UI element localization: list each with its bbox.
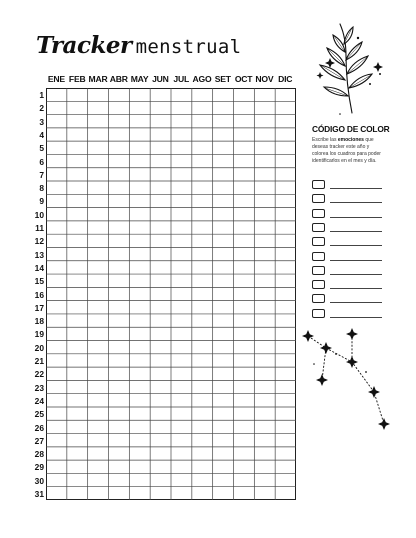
legend-color-box[interactable] bbox=[312, 194, 325, 203]
month-label: MAY bbox=[130, 74, 149, 84]
day-label: 25 bbox=[34, 409, 44, 420]
month-label: JUL bbox=[173, 74, 190, 84]
legend-description: Escribe las emociones que deseas tracker este año y colorea los cuadros para poder identificarlos en el mes y día. bbox=[312, 137, 381, 164]
day-label: 28 bbox=[34, 449, 44, 460]
tracker-grid[interactable] bbox=[46, 88, 296, 500]
month-label: OCT bbox=[234, 74, 253, 84]
day-label: 19 bbox=[34, 329, 44, 340]
legend-row[interactable] bbox=[312, 252, 384, 262]
month-label: FEB bbox=[68, 74, 86, 84]
legend-row[interactable] bbox=[312, 194, 384, 204]
day-label: 9 bbox=[39, 196, 44, 207]
color-code-legend bbox=[312, 124, 392, 165]
month-header-row bbox=[46, 74, 296, 88]
day-label: 3 bbox=[39, 116, 44, 127]
day-label: 6 bbox=[39, 156, 44, 167]
day-label: 23 bbox=[34, 382, 44, 393]
day-label: 11 bbox=[35, 223, 44, 233]
legend-write-line[interactable] bbox=[330, 302, 382, 303]
month-label: SET bbox=[214, 74, 231, 84]
legend-row[interactable] bbox=[312, 180, 384, 190]
page-title bbox=[36, 32, 241, 68]
legend-color-box[interactable] bbox=[312, 266, 325, 275]
legend-write-line[interactable] bbox=[330, 202, 382, 203]
day-label: 22 bbox=[34, 369, 44, 380]
legend-row[interactable] bbox=[312, 209, 384, 219]
day-label: 8 bbox=[39, 183, 44, 194]
day-label: 4 bbox=[39, 129, 44, 140]
day-label: 31 bbox=[34, 489, 44, 499]
legend-row[interactable] bbox=[312, 223, 384, 233]
legend-row[interactable] bbox=[312, 294, 384, 304]
day-label: 5 bbox=[39, 143, 44, 154]
legend-row[interactable] bbox=[312, 280, 384, 290]
legend-color-box[interactable] bbox=[312, 180, 325, 189]
legend-write-line[interactable] bbox=[330, 188, 382, 189]
month-label: MAR bbox=[88, 74, 108, 84]
month-label: NOV bbox=[255, 74, 274, 84]
month-label: AGO bbox=[192, 74, 212, 84]
month-label: DIC bbox=[278, 74, 293, 84]
day-label: 17 bbox=[34, 302, 44, 313]
title-bold: Tracker bbox=[36, 32, 132, 59]
legend-write-line[interactable] bbox=[330, 288, 382, 289]
olive-branch-icon bbox=[300, 18, 390, 114]
month-label: ENE bbox=[47, 74, 65, 84]
month-label: ABR bbox=[109, 74, 128, 84]
legend-write-line[interactable] bbox=[330, 260, 382, 261]
day-label: 30 bbox=[34, 475, 44, 486]
legend-title: CÓDIGO DE COLOR bbox=[312, 124, 390, 134]
legend-row[interactable] bbox=[312, 237, 384, 247]
legend-color-box[interactable] bbox=[312, 294, 325, 303]
legend-color-box[interactable] bbox=[312, 237, 325, 246]
month-label: JUN bbox=[152, 74, 169, 84]
legend-color-box[interactable] bbox=[312, 209, 325, 218]
day-label: 7 bbox=[39, 169, 44, 180]
day-label: 2 bbox=[39, 103, 44, 114]
title-light: menstrual bbox=[135, 36, 242, 58]
day-label: 15 bbox=[34, 276, 44, 287]
legend-write-line[interactable] bbox=[330, 317, 382, 318]
day-label: 13 bbox=[34, 249, 44, 260]
legend-write-line[interactable] bbox=[330, 231, 382, 232]
legend-write-line[interactable] bbox=[330, 217, 382, 218]
legend-color-box[interactable] bbox=[312, 309, 325, 318]
constellation-stars bbox=[302, 328, 390, 430]
day-label: 1 bbox=[39, 90, 44, 100]
legend-color-box[interactable] bbox=[312, 252, 325, 261]
legend-color-box[interactable] bbox=[312, 223, 325, 232]
day-label: 20 bbox=[34, 342, 44, 353]
day-label: 14 bbox=[34, 262, 44, 273]
day-label: 26 bbox=[34, 422, 44, 433]
day-label: 29 bbox=[34, 462, 44, 473]
legend-color-box[interactable] bbox=[312, 280, 325, 289]
legend-row[interactable] bbox=[312, 266, 384, 276]
legend-row[interactable] bbox=[312, 309, 384, 319]
day-label: 10 bbox=[34, 209, 44, 220]
day-label: 18 bbox=[34, 316, 44, 327]
legend-write-line[interactable] bbox=[330, 274, 382, 275]
day-label: 27 bbox=[34, 435, 44, 446]
day-label: 21 bbox=[34, 356, 44, 366]
constellation-icon bbox=[296, 324, 396, 436]
day-label: 12 bbox=[34, 236, 44, 247]
day-label: 24 bbox=[34, 395, 44, 406]
legend-write-line[interactable] bbox=[330, 245, 382, 246]
day-label: 16 bbox=[34, 289, 44, 300]
